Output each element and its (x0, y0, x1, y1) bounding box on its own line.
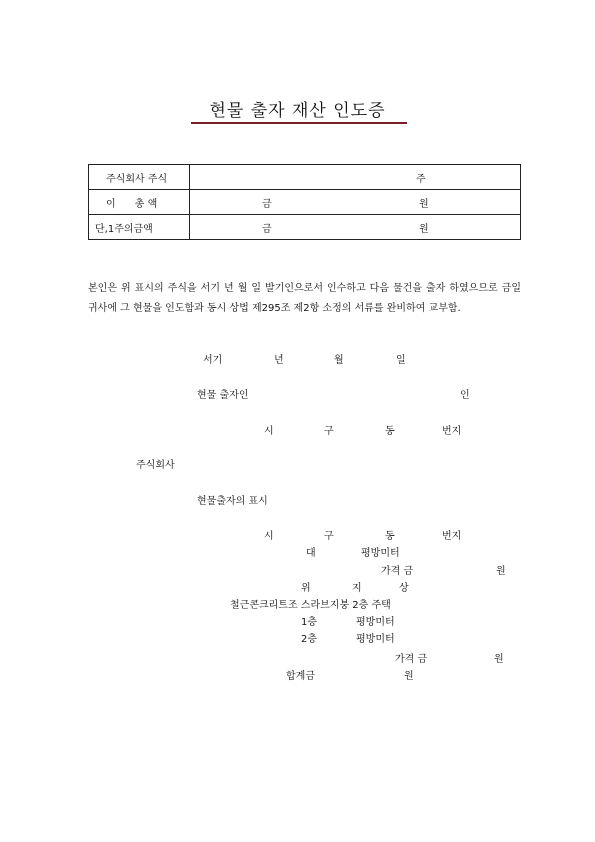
share-info-table (88, 164, 521, 240)
building-description: 철근콘크리트조 스라브지붕 2층 주택 (230, 600, 391, 611)
floor2-label: 2층 (301, 634, 318, 645)
property-heading: 현물출자의 표시 (197, 496, 268, 507)
building-price-unit: 원 (494, 654, 504, 665)
date-month: 월 (334, 355, 344, 366)
table-cell-value (190, 215, 521, 240)
row-label-total: 이 총 액 (106, 199, 158, 210)
address-beonji: 번지 (442, 426, 462, 437)
property-address-si: 시 (264, 531, 274, 542)
property-address-gu: 구 (324, 531, 334, 542)
table-row (89, 215, 521, 240)
table-cell-value (190, 165, 521, 190)
total-unit: 원 (404, 671, 414, 682)
floor1-label: 1층 (301, 617, 318, 628)
date-day: 일 (396, 355, 406, 366)
title-underline (191, 122, 407, 124)
date-year: 년 (274, 355, 284, 366)
property-address-beonji: 번지 (442, 531, 462, 542)
per-share-prefix: 금 (262, 224, 272, 235)
date-year-prefix: 서기 (203, 355, 223, 366)
address-si: 시 (264, 426, 274, 437)
contributor-label: 현물 출자인 (197, 390, 249, 401)
location-sang: 상 (399, 583, 409, 594)
land-type: 대 (306, 548, 316, 559)
location-wi: 위 (301, 583, 311, 594)
address-gu: 구 (324, 426, 334, 437)
document-title: 현물 출자 재산 인도증 (209, 101, 386, 121)
total-label: 합계금 (286, 671, 315, 682)
total-amount-prefix: 금 (262, 199, 272, 210)
land-price-unit: 원 (496, 566, 506, 577)
location-ji: 지 (352, 583, 362, 594)
row-label-per-share: 단,1주의금액 (95, 224, 153, 235)
total-amount-unit: 원 (419, 199, 429, 210)
per-share-unit: 원 (419, 224, 429, 235)
land-price-label: 가격 금 (381, 566, 414, 577)
table-cell-label (89, 215, 190, 240)
table-cell-value (190, 190, 521, 215)
floor1-unit: 평방미터 (356, 617, 395, 628)
declaration-paragraph: 본인은 위 표시의 주식을 서기 년 월 일 발기인으로서 인수하고 다음 물건을 출자 하였으므로 금일 귀사에 그 현물을 인도함과 동시 상법 제295조 제2항 소정의 서류를 완비하여 교부함. (88, 283, 521, 314)
building-price-label: 가격 금 (395, 654, 428, 665)
table-row (89, 190, 521, 215)
contributor-seal: 인 (460, 390, 470, 401)
address-dong: 동 (385, 426, 395, 437)
table-cell-label (89, 165, 190, 190)
table-cell-label (89, 190, 190, 215)
row-label-shares: 주식회사 주식 (106, 174, 168, 185)
table-row (89, 165, 521, 190)
land-unit: 평방미터 (361, 548, 400, 559)
floor2-unit: 평방미터 (356, 634, 395, 645)
shares-unit: 주 (416, 174, 426, 185)
property-address-dong: 동 (385, 531, 395, 542)
company-label: 주식회사 (136, 460, 175, 471)
